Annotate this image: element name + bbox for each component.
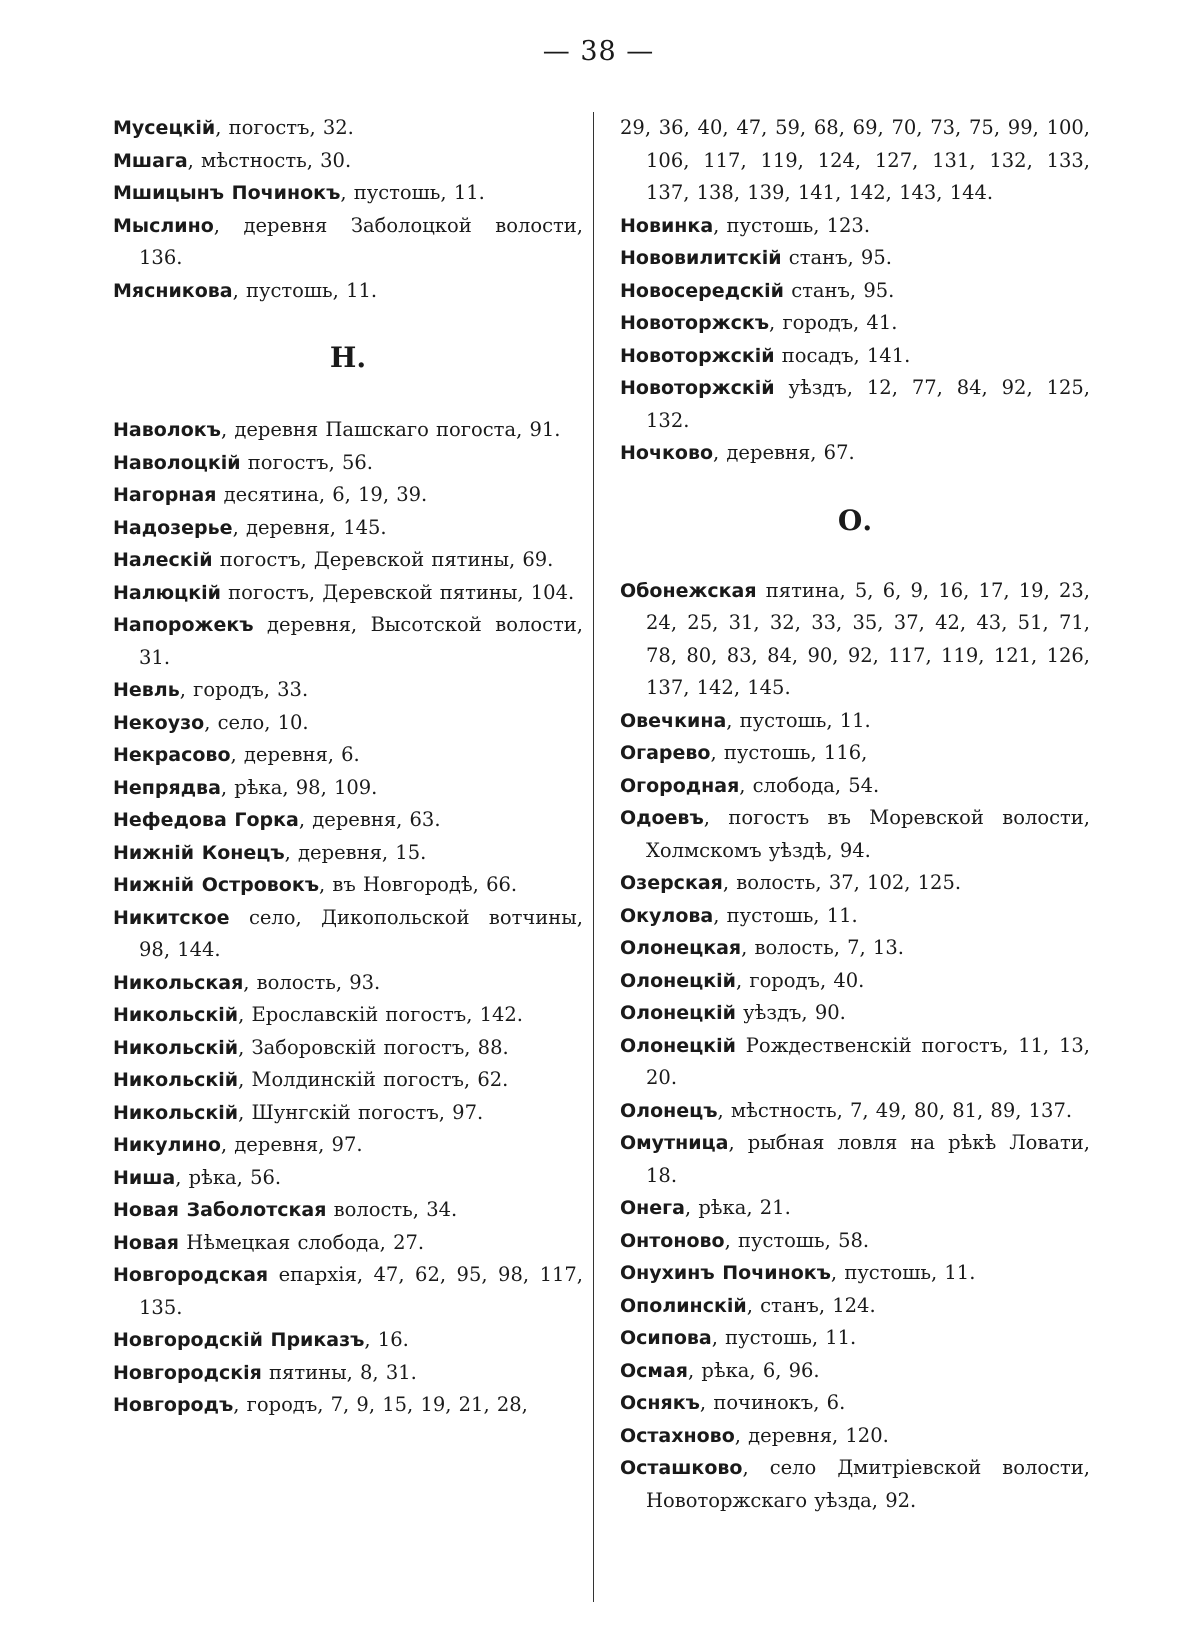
entry-term: Налескій — [113, 549, 213, 571]
entry-text: , деревня Заболоцкой волости, 136. — [139, 213, 583, 269]
entry-text: , рѣка, 56. — [175, 1165, 282, 1189]
entry-term: Онтоново — [620, 1229, 725, 1252]
entries-m — [113, 112, 583, 307]
index-entry — [113, 967, 583, 1000]
index-entry — [113, 177, 583, 210]
entry-term: Мшицынъ Починокъ — [113, 182, 341, 204]
entries-o — [620, 575, 1090, 1518]
index-entry — [620, 1095, 1090, 1128]
index-entry — [113, 1227, 583, 1260]
index-entry — [113, 414, 583, 447]
index-entry — [620, 1387, 1090, 1420]
entry-text: Нѣмецкая слобода, 27. — [179, 1230, 425, 1254]
index-entry — [113, 902, 583, 967]
entry-text: , деревня, 97. — [220, 1133, 363, 1156]
index-entry — [620, 112, 1090, 210]
entry-term: Налюцкій — [113, 581, 221, 604]
index-entry — [113, 1259, 583, 1324]
entry-term: Новоторжскій — [620, 344, 775, 367]
entry-text: , Заборовскій погостъ, 88. — [238, 1035, 509, 1059]
entry-term: Обонежская — [620, 579, 757, 602]
entry-text: , пустошь, 116, — [710, 741, 868, 764]
entry-text: , пустошь, 11. — [726, 708, 871, 732]
entry-term: Огородная — [620, 774, 740, 797]
index-entry — [113, 577, 583, 610]
index-entry — [620, 997, 1090, 1030]
entry-term: Никольскій — [113, 1101, 239, 1124]
entry-term: Одоевъ — [620, 807, 704, 829]
entry-term: Нефедова Горка — [113, 809, 299, 831]
index-entry — [620, 770, 1090, 803]
entry-text: , рѣка, 21. — [684, 1196, 791, 1219]
index-entry — [113, 707, 583, 740]
entry-term: Непрядва — [113, 776, 221, 799]
entry-text: епархія, 47, 62, 95, 98, 117, 135. — [139, 1263, 583, 1319]
entry-term: Онухинъ Починокъ — [620, 1262, 831, 1284]
entry-text: , 16. — [364, 1328, 409, 1351]
index-entry — [620, 737, 1090, 770]
index-entry — [620, 932, 1090, 965]
section-letter-o: О. — [837, 503, 873, 537]
entry-text: десятина, 6, 19, 39. — [216, 483, 428, 506]
entry-text: станъ, 95. — [784, 278, 895, 302]
index-entry — [620, 275, 1090, 308]
entry-text: , деревня Пашскаго погоста, 91. — [220, 418, 561, 441]
entry-text: пятины, 8, 31. — [261, 1360, 417, 1384]
entry-text: , починокъ, 6. — [699, 1391, 846, 1414]
page-number: — 38 — — [542, 36, 655, 67]
entry-term: Олонецкій — [620, 1002, 736, 1024]
index-entry — [113, 837, 583, 870]
index-entry — [113, 112, 583, 145]
entry-text: уѣздъ, 90. — [735, 1001, 846, 1024]
entry-text: , деревня, 120. — [734, 1423, 889, 1447]
index-entry — [620, 307, 1090, 340]
index-entry — [113, 1324, 583, 1357]
index-entry — [620, 1030, 1090, 1095]
index-entry — [620, 1420, 1090, 1453]
entry-text: , слобода, 54. — [739, 773, 880, 797]
index-entry — [113, 210, 583, 275]
entry-text: погостъ, Деревской пятины, 104. — [220, 580, 575, 604]
entry-term: Новоторжскій — [620, 377, 775, 399]
index-entry — [113, 1032, 583, 1065]
entry-term: Окулова — [620, 904, 714, 927]
index-entry — [113, 739, 583, 772]
entry-term: Некоузо — [113, 711, 205, 734]
index-entry — [113, 999, 583, 1032]
entry-text: , пустошь, 58. — [724, 1228, 870, 1252]
entry-term: Ополинскій — [620, 1294, 747, 1317]
entry-text: , волость, 7, 13. — [741, 936, 904, 959]
entry-text: , рѣка, 98, 109. — [220, 775, 378, 799]
entry-text: , пустошь, 123. — [713, 213, 871, 237]
index-entry — [620, 802, 1090, 867]
entry-term: Напорожекъ — [113, 614, 254, 636]
entry-term: Никулино — [113, 1134, 221, 1156]
index-entry — [620, 340, 1090, 373]
entry-term: Никольскій — [113, 1036, 239, 1059]
entry-term: Онега — [620, 1197, 685, 1219]
index-entry — [113, 1129, 583, 1162]
index-entry — [113, 544, 583, 577]
entry-text: , городъ, 33. — [179, 678, 309, 701]
entry-text: 29, 36, 40, 47, 59, 68, 69, 70, 73, 75, 99, 100, 106, 117, 119, 124, 127, 131, 132, 133, 137, 138, 139, 141, 142, 143, 144. — [620, 116, 1090, 204]
entry-text: , пустошь, 11. — [232, 278, 378, 302]
entry-text: , городъ, 41. — [769, 311, 898, 334]
entry-term: Нижній Островокъ — [113, 874, 320, 896]
index-entry — [620, 705, 1090, 738]
entry-term: Новгородъ — [113, 1394, 234, 1416]
entry-text: волость, 34. — [326, 1198, 458, 1221]
entry-text: деревня, Высотской волости, 31. — [139, 613, 583, 669]
index-entry — [113, 479, 583, 512]
entry-term: Овечкина — [620, 709, 727, 732]
entry-text: , городъ, 7, 9, 15, 19, 21, 28, — [233, 1393, 528, 1416]
entry-text: пятина, 5, 6, 9, 16, 17, 19, 23, 24, 25, 31, 32, 33, 35, 37, 42, 43, 51, 71, 78, 80, 83, 84, 90, 92, 117, 119, 121, 126, 137, 142, 145. — [646, 578, 1090, 699]
entry-text: , рыбная ловля на рѣкѣ Ловати, 18. — [646, 1131, 1090, 1187]
index-entry — [620, 1127, 1090, 1192]
entry-term: Никольская — [113, 971, 244, 994]
index-entry — [113, 1194, 583, 1227]
entry-text: погостъ, Деревской пятины, 69. — [212, 548, 554, 571]
entry-term: Никольскій — [113, 1069, 239, 1091]
entry-term: Новгородская — [113, 1264, 269, 1286]
entry-text: , деревня, 63. — [298, 808, 441, 831]
entry-term: Невль — [113, 679, 180, 701]
entry-text: посадъ, 141. — [774, 343, 911, 367]
entry-term: Новая Заболотская — [113, 1199, 327, 1221]
entry-text: уѣздъ, 12, 77, 84, 92, 125, 132. — [646, 376, 1090, 432]
index-entry — [620, 437, 1090, 470]
entry-term: Мусецкій — [113, 117, 216, 139]
entry-term: Наволокъ — [113, 419, 221, 441]
entry-term: Наволоцкій — [113, 451, 241, 474]
entry-term: Мшага — [113, 149, 188, 172]
entry-term: Огарево — [620, 742, 711, 764]
entry-text: , село Дмитріевской волости, Новоторжскаго уѣзда, 92. — [646, 1456, 1090, 1512]
index-entry — [113, 1389, 583, 1422]
index-entry — [113, 674, 583, 707]
entry-text: , въ Новгородѣ, 66. — [319, 873, 518, 896]
index-entry — [620, 1322, 1090, 1355]
entry-text: , пустошь, 11. — [340, 181, 485, 204]
entry-text: , волость, 93. — [243, 970, 381, 994]
entry-term: Олонецъ — [620, 1099, 718, 1122]
entry-term: Ниша — [113, 1166, 176, 1189]
section-letter-n: Н. — [329, 341, 367, 374]
entry-term: Ночково — [620, 442, 714, 464]
entry-term: Мыслино — [113, 214, 214, 237]
entry-text: , городъ, 40. — [735, 968, 865, 992]
entry-term: Остахново — [620, 1424, 735, 1447]
column-divider — [593, 112, 594, 1602]
entry-text: , пустошь, 11. — [830, 1261, 976, 1284]
entry-term: Новгородскія — [113, 1361, 262, 1384]
entry-term: Олонецкій — [620, 1034, 736, 1057]
entry-text: , мѣстность, 30. — [187, 148, 352, 172]
index-entry — [113, 869, 583, 902]
entry-text: погостъ, 56. — [240, 450, 373, 474]
entry-text: , село, 10. — [204, 710, 309, 734]
index-entry — [620, 242, 1090, 275]
entry-term: Новинка — [620, 214, 714, 237]
index-entry — [620, 1225, 1090, 1258]
entry-text: , пустошь, 11. — [713, 903, 858, 927]
entry-term: Осташково — [620, 1457, 743, 1479]
entry-text: , деревня, 67. — [713, 441, 855, 464]
entry-term: Осмая — [620, 1359, 688, 1382]
entry-text: , мѣстность, 7, 49, 80, 81, 89, 137. — [717, 1098, 1073, 1122]
index-entry — [620, 1290, 1090, 1323]
entry-text: , Шунгскій погостъ, 97. — [238, 1100, 484, 1124]
entry-text: , волость, 37, 102, 125. — [722, 871, 962, 894]
entry-term: Никитское — [113, 906, 230, 929]
index-entry — [113, 145, 583, 178]
entry-term: Надозерье — [113, 516, 233, 539]
entry-term: Нагорная — [113, 484, 217, 506]
index-entry — [113, 804, 583, 837]
entries-n-continued — [620, 112, 1090, 470]
index-entry — [620, 1192, 1090, 1225]
entry-term: Озерская — [620, 872, 723, 894]
entry-term: Оснякъ — [620, 1392, 700, 1414]
entry-text: , деревня, 6. — [230, 743, 360, 766]
index-entry — [113, 512, 583, 545]
entry-text: , Ерославскій погостъ, 142. — [238, 1003, 524, 1026]
index-entry — [620, 575, 1090, 705]
entry-term: Олонецкая — [620, 937, 742, 959]
entry-term: Новая — [113, 1231, 179, 1254]
entry-term: Олонецкій — [620, 969, 736, 992]
index-entry — [620, 867, 1090, 900]
entry-text: , Молдинскій погостъ, 62. — [238, 1068, 509, 1091]
entry-text: , деревня, 145. — [232, 515, 387, 539]
entry-term: Некрасово — [113, 744, 231, 766]
entry-text: село, Дикопольской вотчины, 98, 144. — [139, 905, 583, 961]
index-entry — [113, 609, 583, 674]
index-entry — [620, 1257, 1090, 1290]
entry-text: , деревня, 15. — [284, 840, 427, 864]
right-column — [620, 112, 1090, 1517]
index-entry — [620, 965, 1090, 998]
index-entry — [620, 372, 1090, 437]
index-entry — [113, 1064, 583, 1097]
index-entry — [620, 210, 1090, 243]
entry-text: Рождественскій погостъ, 11, 13, 20. — [646, 1033, 1090, 1089]
entries-n — [113, 414, 583, 1422]
entry-term: Никольскій — [113, 1004, 239, 1026]
entry-term: Мясникова — [113, 279, 233, 302]
entry-term: Нижній Конецъ — [113, 841, 285, 864]
entry-text: станъ, 95. — [781, 246, 892, 269]
entry-term: Осипова — [620, 1327, 712, 1349]
index-entry — [113, 1162, 583, 1195]
index-entry — [620, 900, 1090, 933]
entry-text: , погостъ въ Моревской волости, Холмскомъ уѣздѣ, 94. — [646, 806, 1090, 862]
index-entry — [620, 1355, 1090, 1388]
entry-text: , пустошь, 11. — [711, 1326, 857, 1349]
index-entry — [113, 447, 583, 480]
index-entry — [113, 772, 583, 805]
entry-text: , рѣка, 6, 96. — [687, 1358, 820, 1382]
entry-term: Новгородскій Приказъ — [113, 1329, 365, 1351]
entry-term: Нововилитскій — [620, 247, 782, 269]
entry-term: Омутница — [620, 1132, 729, 1154]
left-column — [113, 112, 583, 1422]
entry-text: , станъ, 124. — [746, 1293, 876, 1317]
index-entry — [620, 1452, 1090, 1517]
index-entry — [113, 1357, 583, 1390]
index-entry — [113, 275, 583, 308]
entry-term: Новосередскій — [620, 279, 784, 302]
entry-text: , погостъ, 32. — [215, 116, 354, 139]
entry-term: Новоторжскъ — [620, 312, 770, 334]
index-entry — [113, 1097, 583, 1130]
